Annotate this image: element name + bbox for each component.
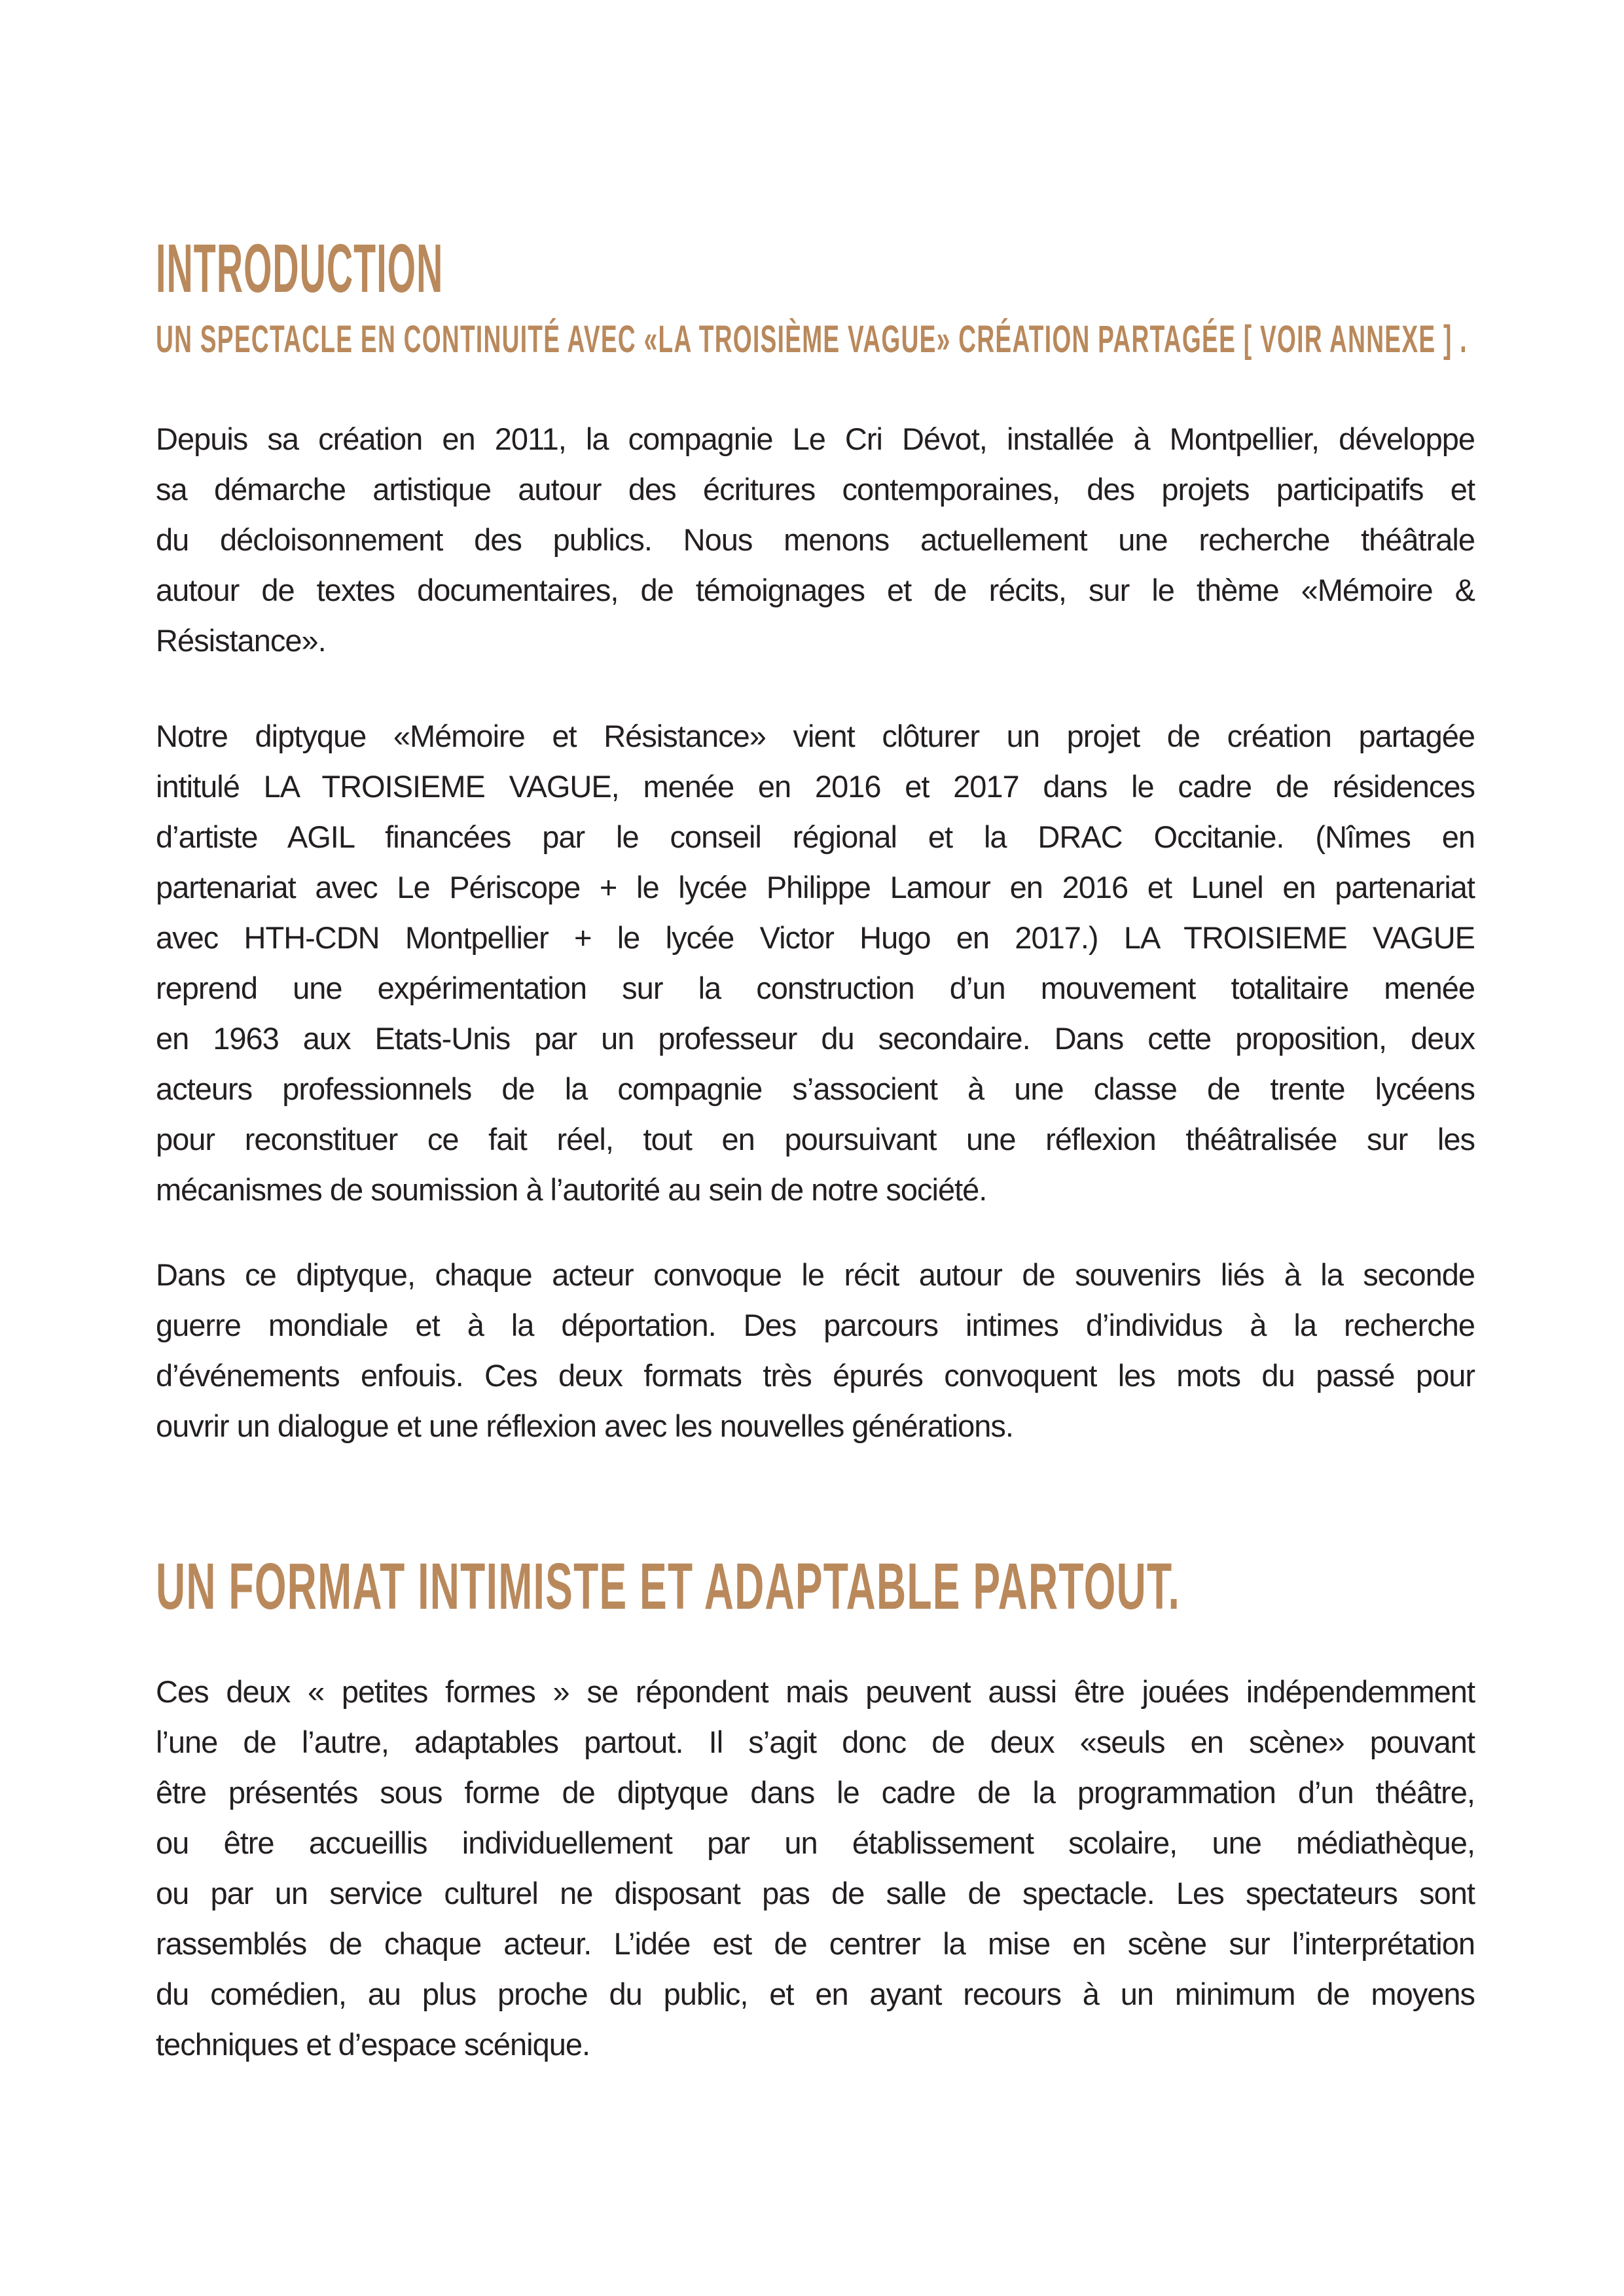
text-line: en 1963 aux Etats-Unis par un professeur du secondaire. Dans cette proposition, deux <box>156 1021 1475 1056</box>
format-heading: UN FORMAT INTIMISTE ET ADAPTABLE PARTOUT. <box>156 1550 1181 1623</box>
text-line: sa démarche artistique autour des écritures contemporaines, des projets participatifs et <box>156 472 1475 507</box>
intro-paragraph-2 <box>156 711 1475 1215</box>
text-line: du décloisonnement des publics. Nous menons actuellement une recherche théâtrale <box>156 522 1475 557</box>
text-line: mécanismes de soumission à l’autorité au sein de notre société. <box>156 1172 987 1207</box>
text-line: ou par un service culturel ne disposant pas de salle de spectacle. Les spectateurs sont <box>156 1876 1475 1910</box>
text-line: Résistance». <box>156 623 326 658</box>
text-line: d’événements enfouis. Ces deux formats très épurés convoquent les mots du passé pour <box>156 1358 1475 1393</box>
text-line: reprend une expérimentation sur la construction d’un mouvement totalitaire menée <box>156 971 1475 1005</box>
intro-paragraph-1 <box>156 414 1475 666</box>
text-line: pour reconstituer ce fait réel, tout en poursuivant une réflexion théâtralisée sur les <box>156 1122 1475 1157</box>
intro-subheading: UN SPECTACLE EN CONTINUITÉ AVEC «LA TROISIÈME VAGUE» CRÉATION PARTAGÉE [ VOIR ANNEXE ] . <box>156 318 1468 361</box>
text-line: autour de textes documentaires, de témoignages et de récits, sur le thème «Mémoire & <box>156 573 1475 607</box>
text-line: techniques et d’espace scénique. <box>156 2027 590 2062</box>
intro-heading: INTRODUCTION <box>156 230 444 307</box>
text-line: être présentés sous forme de diptyque dans le cadre de la programmation d’un théâtre, <box>156 1775 1475 1810</box>
text-column <box>156 230 1475 2070</box>
text-line: intitulé LA TROISIEME VAGUE, menée en 2016 et 2017 dans le cadre de résidences <box>156 769 1475 804</box>
text-line: l’une de l’autre, adaptables partout. Il s’agit donc de deux «seuls en scène» pouvant <box>156 1725 1475 1759</box>
text-line: Depuis sa création en 2011, la compagnie Le Cri Dévot, installée à Montpellier, développe <box>156 422 1475 456</box>
text-line: du comédien, au plus proche du public, et en ayant recours à un minimum de moyens <box>156 1977 1475 2011</box>
text-line: avec HTH-CDN Montpellier + le lycée Victor Hugo en 2017.) LA TROISIEME VAGUE <box>156 920 1475 955</box>
text-line: guerre mondiale et à la déportation. Des parcours intimes d’individus à la recherche <box>156 1308 1475 1342</box>
text-line: ouvrir un dialogue et une réflexion avec les nouvelles générations. <box>156 1408 1013 1443</box>
text-line: d’artiste AGIL financées par le conseil régional et la DRAC Occitanie. (Nîmes en <box>156 819 1475 854</box>
text-line: acteurs professionnels de la compagnie s’associent à une classe de trente lycéens <box>156 1071 1475 1106</box>
text-line: Dans ce diptyque, chaque acteur convoque le récit autour de souvenirs liés à la seconde <box>156 1257 1475 1292</box>
text-line: Ces deux « petites formes » se répondent mais peuvent aussi être jouées indépendemment <box>156 1674 1475 1709</box>
format-paragraph-1 <box>156 1666 1475 2070</box>
text-line: Notre diptyque «Mémoire et Résistance» vient clôturer un projet de création partagée <box>156 719 1475 753</box>
intro-paragraph-3 <box>156 1249 1475 1451</box>
text-line: ou être accueillis individuellement par un établissement scolaire, une médiathèque, <box>156 1825 1475 1860</box>
text-line: partenariat avec Le Périscope + le lycée Philippe Lamour en 2016 et Lunel en partenariat <box>156 870 1475 905</box>
text-line: rassemblés de chaque acteur. L’idée est de centrer la mise en scène sur l’interprétation <box>156 1926 1475 1961</box>
